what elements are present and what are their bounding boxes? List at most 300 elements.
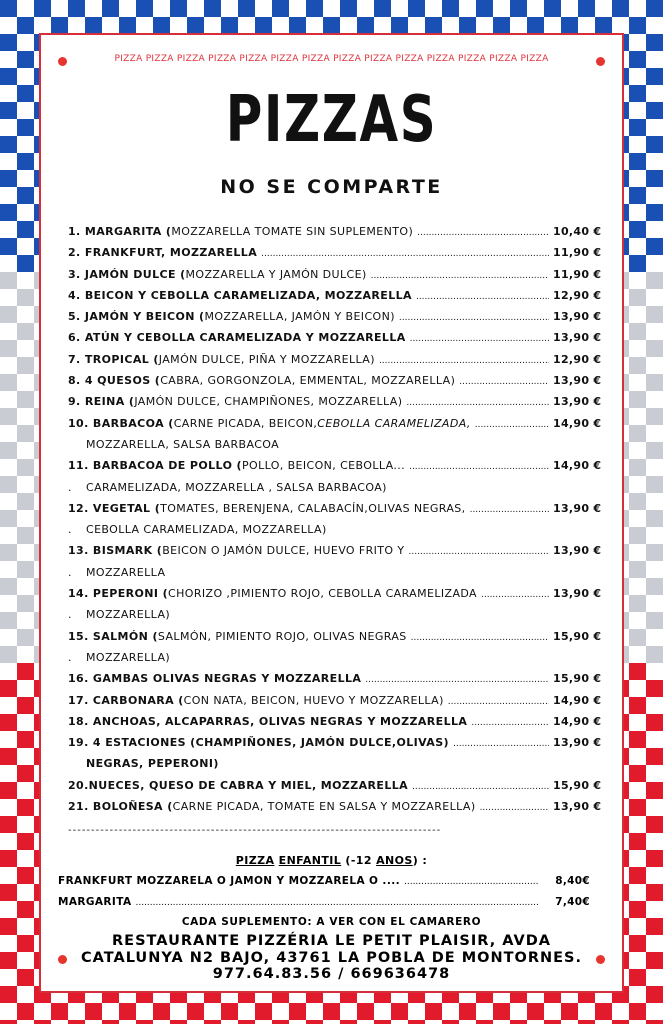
checker-square (0, 646, 17, 663)
checker-square (561, 17, 578, 34)
item-ingredients: MOZZARELLA TOMATE SIN SUPLEMENTO) (171, 225, 414, 238)
menu-item (68, 630, 601, 651)
checker-square (17, 969, 34, 986)
item-price: 13,90 € (553, 736, 601, 750)
checker-square (102, 0, 119, 17)
checker-square (629, 833, 646, 850)
checker-square (646, 748, 663, 765)
item-ingredients: JAMÓN DULCE, PIÑA Y MOZZARELLA) (158, 352, 375, 366)
checker-square (629, 289, 646, 306)
item-price: 12,90 € (553, 288, 601, 302)
kids-item-price: 8,40€ (555, 875, 590, 887)
checker-square (425, 17, 442, 34)
checker-square (646, 0, 663, 17)
checker-square (0, 986, 17, 1003)
checker-square (323, 17, 340, 34)
checker-square (170, 1020, 187, 1024)
checker-square (629, 493, 646, 510)
checker-square (646, 952, 663, 969)
checker-square (85, 17, 102, 34)
checker-square (510, 0, 527, 17)
checker-square (646, 612, 663, 629)
kids-item-price: 7,40€ (555, 896, 590, 908)
menu-item (68, 289, 601, 310)
checker-square (0, 578, 17, 595)
item-ingredients: CHORIZO ,PIMIENTO ROJO, CEBOLLA CARAMELIZADA (168, 587, 477, 601)
checker-square (272, 0, 289, 17)
item-name: 7. TROPICAL ( (68, 352, 159, 366)
dot-leader (261, 249, 549, 259)
continuation-lead: . (68, 565, 72, 579)
checker-square (459, 1003, 476, 1020)
checker-square (629, 697, 646, 714)
checker-square (34, 0, 51, 17)
checker-square (34, 1020, 51, 1024)
kids-title-paren-open: (-12 (341, 854, 377, 867)
checker-square (0, 816, 17, 833)
checker-square (17, 1003, 34, 1020)
menu-item-continuation (68, 757, 601, 778)
menu-item (68, 587, 601, 608)
checker-square (0, 952, 17, 969)
checker-square (170, 0, 187, 17)
checker-square (17, 119, 34, 136)
item-price: 14,90 € (553, 459, 601, 473)
checker-square (595, 17, 612, 34)
checker-square (646, 578, 663, 595)
checker-square (646, 170, 663, 187)
checker-square (0, 340, 17, 357)
checker-square (476, 0, 493, 17)
checker-square (510, 1020, 527, 1024)
checker-square (391, 17, 408, 34)
checker-square (646, 714, 663, 731)
pizza-ticker: PIZZA PIZZA PIZZA PIZZA PIZZA PIZZA PIZZA PIZZA PIZZA PIZZA PIZZA PIZZA PIZZA PIZZA (114, 54, 549, 64)
checker-square (17, 901, 34, 918)
checker-square (629, 969, 646, 986)
menu-item (68, 779, 601, 800)
checker-square (17, 425, 34, 442)
checker-square (136, 1020, 153, 1024)
checker-square (476, 1020, 493, 1024)
checker-square (629, 425, 646, 442)
item-ingredients: CARNE PICADA, TOMATE EN SALSA Y MOZZARELLA) (172, 800, 476, 814)
menu-item (68, 672, 601, 693)
continuation-text: MOZZARELLA, SALSA BARBACOA (86, 437, 280, 451)
dot-leader (470, 505, 549, 515)
checker-square (578, 0, 595, 17)
item-ingredients: TOMATES, BERENJENA, CALABACÍN,OLIVAS NEGRAS, (160, 501, 466, 515)
page-title: PIZZAS (225, 83, 438, 157)
checker-square (0, 918, 17, 935)
checker-square (17, 17, 34, 34)
checker-square (17, 391, 34, 408)
checker-square (646, 680, 663, 697)
menu-item (68, 694, 601, 715)
checker-square (136, 0, 153, 17)
checker-square (17, 85, 34, 102)
checker-square (612, 0, 629, 17)
item-ingredients: CABRA, GORGONZOLA, EMMENTAL, MOZZARELLA) (160, 374, 456, 388)
checker-square (17, 459, 34, 476)
checker-square (0, 476, 17, 493)
dot-leader (371, 271, 549, 281)
menu-item (68, 331, 601, 352)
separator-line: --------------------------------------------------------------------------------- (68, 825, 442, 836)
dot-leader (480, 803, 549, 813)
checker-square (306, 0, 323, 17)
item-price: 14,90 € (553, 714, 601, 728)
checker-square (646, 442, 663, 459)
menu-card (39, 33, 624, 993)
supplement-note: CADA SUPLEMENTO: A VER CON EL CAMARERO (181, 916, 482, 928)
menu-item (68, 459, 601, 480)
item-name: 9. REINA ( (68, 395, 135, 409)
checker-square (544, 0, 561, 17)
kids-title-word3: ANOS (376, 854, 413, 867)
checker-square (459, 17, 476, 34)
checker-square (17, 595, 34, 612)
dot-leader (411, 633, 549, 643)
checker-square (17, 867, 34, 884)
item-name: 15. SALMÓN ( (68, 629, 158, 643)
checker-square (187, 17, 204, 34)
item-price: 13,90 € (553, 587, 601, 601)
checker-square (646, 102, 663, 119)
dot-leader (417, 228, 549, 238)
checker-square (17, 51, 34, 68)
checker-square (629, 17, 646, 34)
checker-square (425, 1003, 442, 1020)
checker-square (646, 68, 663, 85)
checker-square (357, 17, 374, 34)
kids-section-title (41, 854, 622, 867)
checker-square (629, 323, 646, 340)
dot-leader (412, 782, 549, 792)
item-name: 21. BOLOÑESA ( (68, 800, 173, 814)
checker-square (357, 1003, 374, 1020)
continuation-text: NEGRAS, PEPERONI) (86, 757, 219, 771)
item-name: 16. GAMBAS OLIVAS NEGRAS Y MOZZARELLA (68, 672, 362, 686)
item-name: 5. JAMÓN Y BEICON ( (68, 310, 205, 324)
restaurant-address (41, 933, 622, 983)
menu-item (68, 353, 601, 374)
kids-list (58, 875, 590, 917)
checker-square (629, 731, 646, 748)
menu-item-continuation (68, 566, 601, 587)
checker-square (646, 136, 663, 153)
checker-square (17, 357, 34, 374)
checker-square (442, 0, 459, 17)
checker-square (0, 544, 17, 561)
menu-item-continuation (68, 438, 601, 459)
checker-square (238, 0, 255, 17)
item-price: 15,90 € (553, 629, 601, 643)
kids-title-word2: ENFANTIL (278, 854, 342, 867)
checker-square (0, 34, 17, 51)
dot-leader (404, 877, 538, 887)
menu-item (68, 800, 601, 821)
item-ingredients: JAMÓN DULCE, CHAMPIÑONES, MOZZARELLA) (134, 395, 403, 409)
item-price: 11,90 € (553, 267, 601, 281)
item-ingredients: BEICON O JAMÓN DULCE, HUEVO FRITO Y (162, 544, 405, 558)
item-price: 10,40 € (553, 225, 601, 238)
item-price: 13,90 € (553, 800, 601, 814)
checker-square (323, 1003, 340, 1020)
checker-square (0, 272, 17, 289)
continuation-lead: . (68, 523, 72, 537)
checker-square (629, 595, 646, 612)
checker-square (17, 629, 34, 646)
checker-square (646, 986, 663, 1003)
item-ingredients: MOZZARELLA Y JAMÓN DULCE) (185, 267, 367, 281)
dot-leader (379, 356, 549, 366)
menu-item (68, 246, 601, 267)
menu-item (68, 310, 601, 331)
checker-square (629, 187, 646, 204)
checker-square (0, 1020, 17, 1024)
item-name: 18. ANCHOAS, ALCAPARRAS, OLIVAS NEGRAS Y MOZZARELLA (68, 714, 468, 728)
continuation-lead: . (68, 480, 72, 494)
checker-square (612, 1020, 629, 1024)
continuation-text: MOZZARELLA (86, 565, 166, 579)
checker-square (17, 221, 34, 238)
dot-leader (481, 590, 549, 600)
item-price: 14,90 € (553, 693, 601, 707)
checker-square (0, 884, 17, 901)
checker-square (51, 1003, 68, 1020)
checker-square (646, 34, 663, 51)
checker-square (646, 272, 663, 289)
item-name: 14. PEPERONI ( (68, 587, 169, 601)
menu-item (68, 715, 601, 736)
checker-square (629, 527, 646, 544)
checker-square (0, 680, 17, 697)
item-price: 11,90 € (553, 246, 601, 260)
item-name: 10. BARBACOA ( (68, 416, 174, 430)
checker-square (527, 1003, 544, 1020)
checker-square (646, 306, 663, 323)
checker-square (255, 17, 272, 34)
continuation-lead: . (68, 608, 72, 622)
continuation-lead: . (68, 650, 72, 664)
continuation-text: MOZZARELLA) (86, 608, 171, 622)
checker-square (17, 255, 34, 272)
checker-square (0, 306, 17, 323)
dot-leader (406, 398, 549, 408)
menu-item (68, 395, 601, 416)
item-name: 13. BISMARK ( (68, 544, 163, 558)
checker-square (17, 833, 34, 850)
menu-item (68, 374, 601, 395)
checker-square (0, 170, 17, 187)
checker-square (17, 697, 34, 714)
checker-square (629, 765, 646, 782)
item-price: 13,90 € (553, 501, 601, 515)
checker-square (646, 918, 663, 935)
checker-square (17, 561, 34, 578)
continuation-text: CEBOLLA CARAMELIZADA, MOZZARELLA) (86, 523, 327, 537)
checker-square (238, 1020, 255, 1024)
dot-leader (453, 739, 549, 749)
item-price: 13,90 € (553, 331, 601, 345)
checker-square (629, 935, 646, 952)
checker-square (493, 1003, 510, 1020)
checker-square (0, 748, 17, 765)
checker-square (17, 527, 34, 544)
kids-menu-item (58, 875, 590, 896)
checker-square (646, 1020, 663, 1024)
checker-square (17, 799, 34, 816)
item-name: 11. BARBACOA DE POLLO ( (68, 459, 242, 473)
checker-square (646, 782, 663, 799)
checker-square (17, 187, 34, 204)
checker-square (629, 221, 646, 238)
checker-square (544, 1020, 561, 1024)
checker-square (646, 238, 663, 255)
kids-item-name: FRANKFURT MOZZARELA O JAMÓN Y MOZZARELA O .... (58, 875, 400, 887)
item-name: 3. JAMÓN DULCE ( (68, 267, 186, 281)
item-name: 19. 4 ESTACIONES (CHAMPIÑONES, JAMÓN DULCE,OLIVAS) (68, 736, 449, 750)
checker-square (629, 663, 646, 680)
menu-item-continuation (68, 608, 601, 629)
checker-square (629, 1003, 646, 1020)
checker-square (51, 17, 68, 34)
checker-square (646, 340, 663, 357)
checker-square (408, 1020, 425, 1024)
item-ingredients: CON NATA, BEICON, HUEVO Y MOZZARELLA) (183, 693, 444, 707)
checker-square (17, 289, 34, 306)
item-price: 13,90 € (553, 395, 601, 409)
checker-square (289, 1003, 306, 1020)
phone-numbers: 977.64.83.56 / 669636478 (212, 966, 451, 982)
item-ingredients-italic: CEBOLLA CARAMELIZADA, (317, 416, 471, 430)
checker-square (187, 1003, 204, 1020)
menu-item (68, 417, 601, 438)
checker-square (340, 1020, 357, 1024)
kids-item-name: MARGARITA (58, 896, 132, 908)
checker-square (442, 1020, 459, 1024)
checker-square (0, 102, 17, 119)
checker-square (646, 476, 663, 493)
menu-item-continuation (68, 523, 601, 544)
checker-square (646, 510, 663, 527)
checker-square (221, 17, 238, 34)
checker-square (255, 1003, 272, 1020)
checker-square (272, 1020, 289, 1024)
checker-square (0, 136, 17, 153)
checker-square (578, 1020, 595, 1024)
checker-square (408, 0, 425, 17)
checker-square (17, 731, 34, 748)
address-line-2: CATALUNYA N2 BAJO, 43761 LA POBLA DE MONTORNES. (80, 949, 583, 966)
checker-square (374, 1020, 391, 1024)
checker-square (561, 1003, 578, 1020)
checker-square (629, 51, 646, 68)
checker-square (68, 0, 85, 17)
checker-square (153, 17, 170, 34)
checker-square (391, 1003, 408, 1020)
checker-square (17, 663, 34, 680)
checker-square (119, 1003, 136, 1020)
item-price: 13,90 € (553, 544, 601, 558)
checker-square (85, 1003, 102, 1020)
checker-square (527, 17, 544, 34)
checker-square (629, 901, 646, 918)
checker-square (629, 629, 646, 646)
dot-leader (408, 547, 549, 557)
checker-square (204, 0, 221, 17)
dot-leader (135, 898, 538, 908)
menu-item (68, 225, 601, 246)
checker-square (17, 153, 34, 170)
kids-title-word1: PIZZA (235, 854, 275, 867)
checker-square (68, 1020, 85, 1024)
item-name: 1. MARGARITA ( (68, 225, 172, 238)
continuation-text: CARAMELIZADA, MOZZARELLA , SALSA BARBACOA) (86, 480, 387, 494)
checker-square (204, 1020, 221, 1024)
checker-square (646, 884, 663, 901)
checker-square (629, 561, 646, 578)
item-price: 12,90 € (553, 352, 601, 366)
checker-square (0, 374, 17, 391)
checker-square (0, 204, 17, 221)
continuation-text: MOZZARELLA) (86, 650, 171, 664)
menu-item-continuation (68, 481, 601, 502)
item-name: 17. CARBONARA ( (68, 693, 184, 707)
checker-square (0, 442, 17, 459)
item-name: 6. ATÚN Y CEBOLLA CARAMELIZADA Y MOZZARELLA (68, 331, 406, 345)
checker-square (629, 799, 646, 816)
checker-square (0, 612, 17, 629)
checker-square (629, 459, 646, 476)
checker-square (646, 204, 663, 221)
dot-leader (365, 675, 549, 685)
checker-square (646, 544, 663, 561)
dot-leader (471, 718, 549, 728)
item-name: 8. 4 QUESOS ( (68, 374, 161, 388)
checker-square (340, 0, 357, 17)
checker-square (289, 17, 306, 34)
page-subtitle: NO SE COMPARTE (220, 176, 443, 198)
checker-square (0, 68, 17, 85)
checker-square (17, 935, 34, 952)
kids-menu-item (58, 896, 590, 917)
checker-square (102, 1020, 119, 1024)
checker-square (629, 119, 646, 136)
checker-square (629, 85, 646, 102)
menu-item (68, 268, 601, 289)
item-price: 15,90 € (553, 778, 601, 792)
item-ingredients: CARNE PICADA, BEICON, (173, 416, 318, 430)
address-line-1: RESTAURANTE PIZZÉRIA LE PETIT PLAISIR, AVDA (112, 933, 551, 949)
dot-leader (410, 334, 549, 344)
checker-square (0, 850, 17, 867)
checker-square (629, 153, 646, 170)
checker-square (0, 510, 17, 527)
dot-leader (399, 313, 549, 323)
checker-square (0, 782, 17, 799)
checker-square (17, 765, 34, 782)
checker-square (493, 17, 510, 34)
item-name: 2. FRANKFURT, MOZZARELLA (68, 246, 258, 260)
checker-square (646, 408, 663, 425)
checker-square (646, 374, 663, 391)
checker-square (119, 17, 136, 34)
item-ingredients: POLLO, BEICON, CEBOLLA... (241, 459, 406, 473)
item-price: 15,90 € (553, 672, 601, 686)
checker-square (0, 408, 17, 425)
